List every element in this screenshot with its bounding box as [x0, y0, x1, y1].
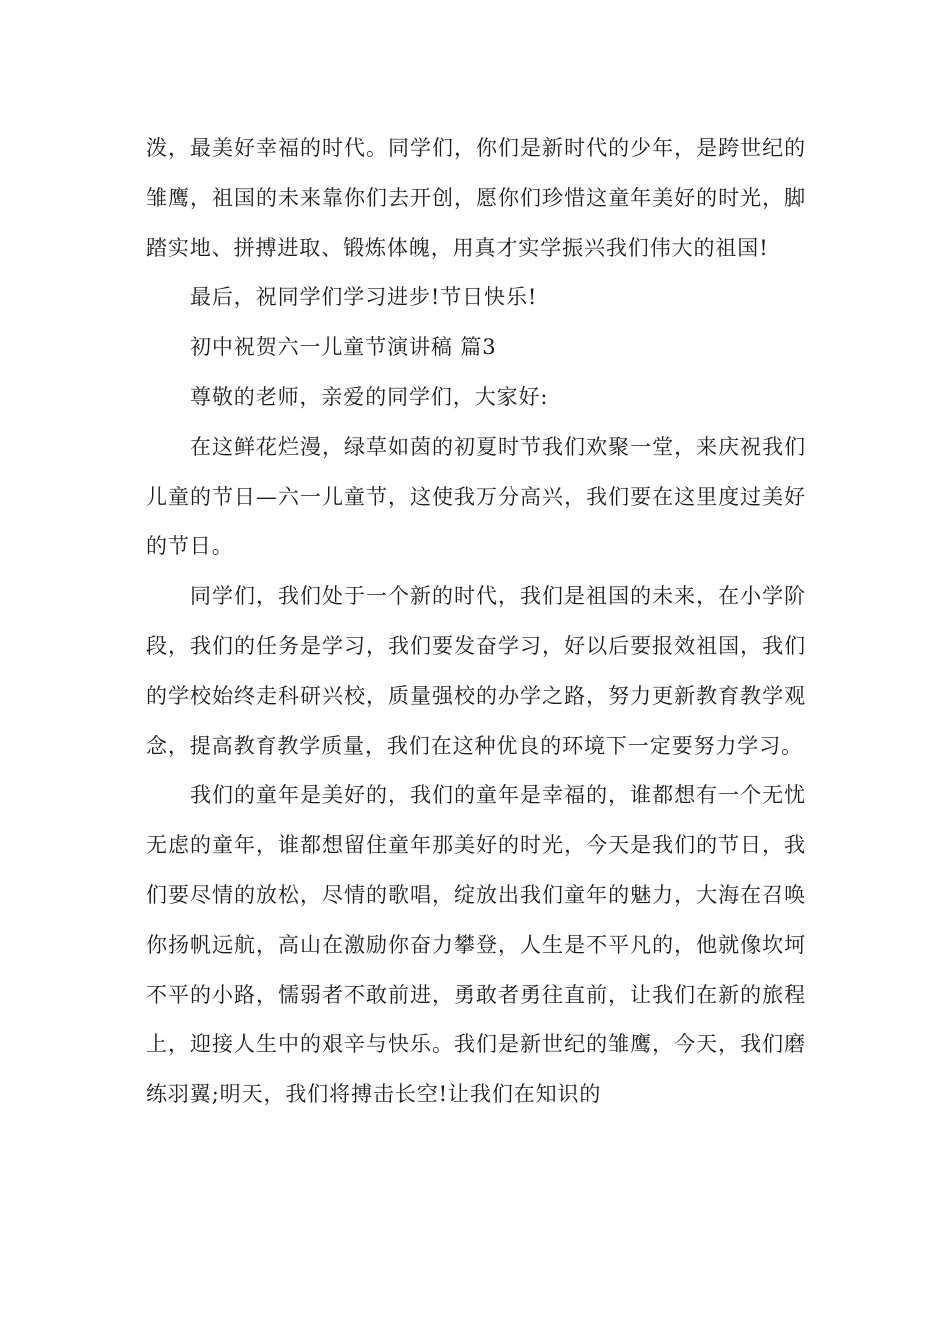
paragraph-closing-wish: 最后，祝同学们学习进步!节日快乐!: [190, 285, 538, 310]
paragraph-opening: 在这鲜花烂漫，绿草如茵的初夏时节我们欢聚一堂，来庆祝我们儿童的节日—六一儿童节，这使我万分高兴，我们要在这里度过美好的节日。: [146, 434, 806, 559]
paragraph-greeting: 尊敬的老师，亲爱的同学们，大家好:: [190, 384, 549, 409]
paragraph-childhood: 我们的童年是美好的，我们的童年是幸福的，谁都想有一个无忧无虑的童年，谁都想留住童年那美好的时光，今天是我们的节日，我们要尽情的放松，尽情的歌唱，绽放出我们童年的魅力，大海在召唤你扬帆远航，高山在激励你奋力攀登，人生是不平凡的，他就像坎坷不平的小路，懦弱者不敢前进，勇敢者勇往直前，让我们在新的旅程上，迎接人生中的艰辛与快乐。我们是新世纪的雏鹰，今天，我们磨练羽翼;明天，我们将搏击长空!让我们在知识的: [146, 783, 806, 1107]
section-heading: 初中祝贺六一儿童节演讲稿 篇3: [190, 335, 497, 360]
paragraph-continued: 泼，最美好幸福的时代。同学们，你们是新时代的少年，是跨世纪的雏鹰，祖国的未来靠你们去开创，愿你们珍惜这童年美好的时光，脚踏实地、拼搏进取、锻炼体魄，用真才实学振兴我们伟大的祖国!: [146, 136, 806, 260]
document-text-body: [146, 124, 806, 1120]
paragraph-study: 同学们，我们处于一个新的时代，我们是祖国的未来，在小学阶段，我们的任务是学习，我们要发奋学习，好以后要报效祖国，我们的学校始终走科研兴校，质量强校的办学之路，努力更新教育教学观念，提高教育教学质量，我们在这种优良的环境下一定要努力学习。: [146, 584, 806, 758]
